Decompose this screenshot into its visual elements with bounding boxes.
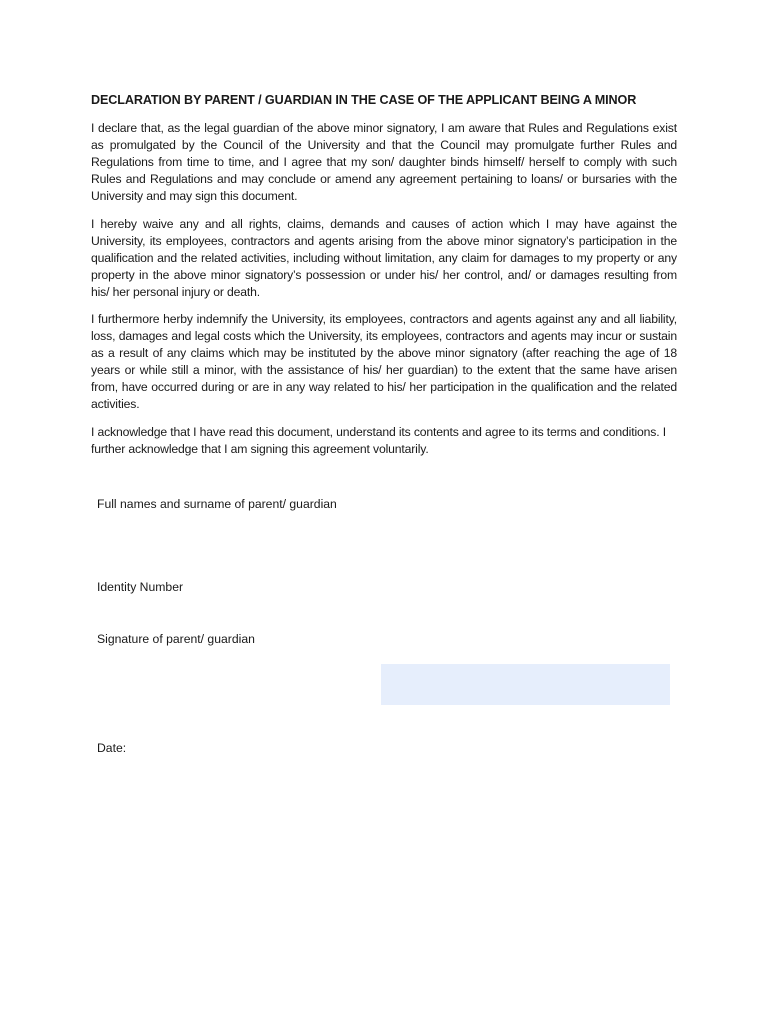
identity-number-label: Identity Number — [97, 580, 184, 594]
date-label: Date: — [97, 741, 127, 755]
paragraph-acknowledgement: I acknowledge that I have read this document, understand its contents and agree to its terms and conditions. I further acknowledge that I am signing this agreement voluntarily. — [91, 425, 666, 456]
declaration-heading: DECLARATION BY PARENT / GUARDIAN IN THE CASE OF THE APPLICANT BEING A MINOR — [91, 93, 637, 107]
paragraph-legal-guardian-declaration: I declare that, as the legal guardian of the above minor signatory, I am aware that Rules and Regulations exist as promulgated by the Council of the University and that the Council may promulgate further Rules and Regulations from time to time, and I agree that my son/ daughter binds himself/ herself to comply with such Rules and Regulations and may conclude or amend any agreement pertaining to loans/ or bursaries with the University and may sign this document. — [91, 121, 677, 203]
full-names-label: Full names and surname of parent/ guardian — [97, 497, 337, 511]
signature-field[interactable] — [381, 664, 670, 705]
paragraph-waiver-of-claims: I hereby waive any and all rights, claims, demands and causes of action which I may have against the University, its employees, contractors and agents arising from the above minor signatory’s participation in the qualification and the related activities, including without limitation, any claim for damages to my property or any property in the above minor signatory’s possession or under his/ her control, and/ or damages resulting from his/ her personal injury or death. — [91, 217, 677, 299]
paragraph-indemnity: I furthermore herby indemnify the University, its employees, contractors and agents against any and all liability, loss, damages and legal costs which the University, its employees, contractors and agents may incur or sustain as a result of any claims which may be instituted by the above minor signatory (after reaching the age of 18 years or while still a minor, with the assistance of his/ her guardian) to the extent that the same have arisen from, have occurred during or are in any way related to his/ her participation in the qualification and the related activities. — [91, 312, 677, 411]
signature-label: Signature of parent/ guardian — [97, 632, 255, 646]
